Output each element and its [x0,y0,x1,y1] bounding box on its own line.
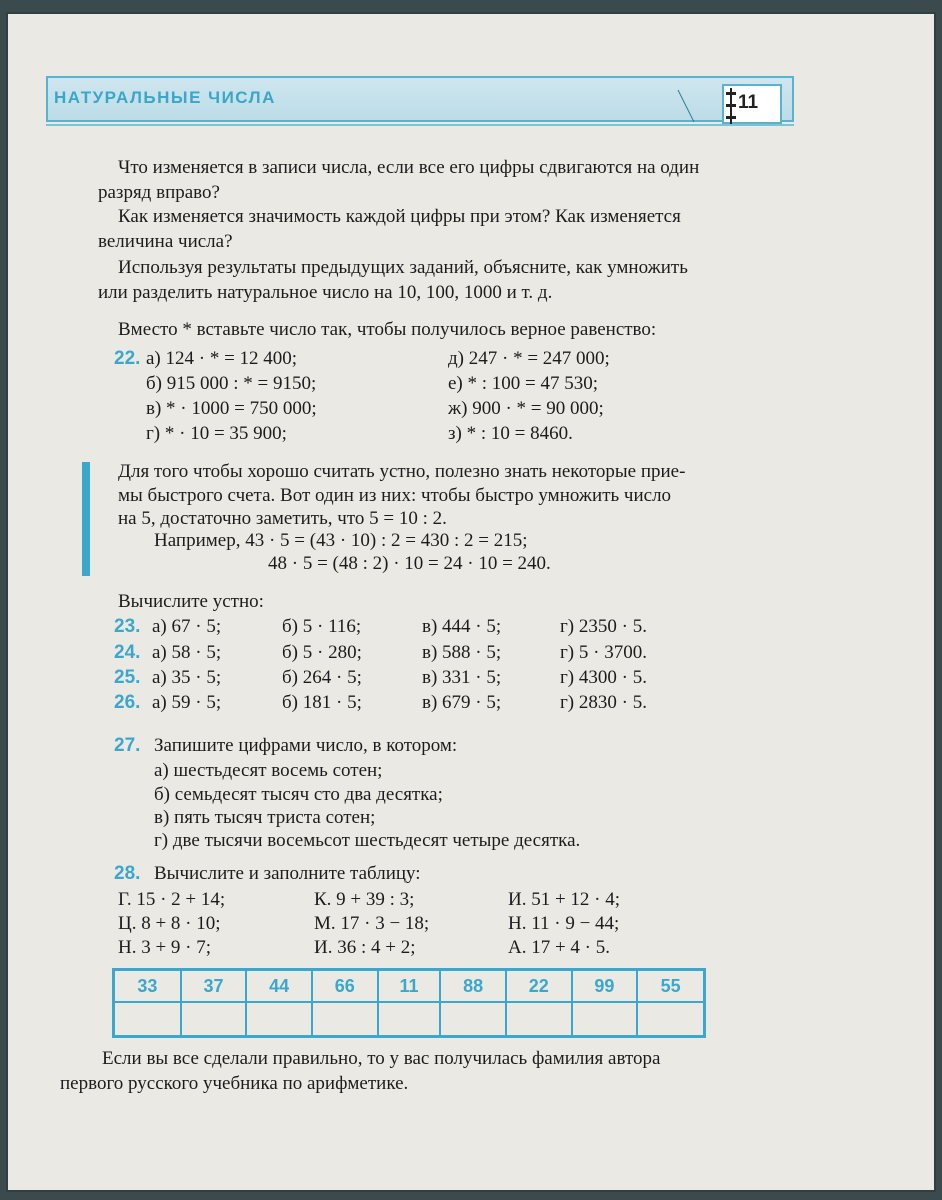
answer-cell-value: 33 [114,970,181,1003]
task-22-zh: ж) 900 · * = 90 000; [448,398,604,419]
pointer-icon [676,86,696,126]
task-28-col1-row2: Ц. 8 + 8 · 10; [118,913,221,934]
answer-cell-value: 99 [572,970,638,1003]
answer-cell-blank [114,1002,181,1037]
tip-example-2: 48 · 5 = (48 : 2) · 10 = 24 · 10 = 240. [268,553,551,574]
task-27-v: в) пять тысяч триста сотен; [154,807,376,828]
answer-cell-blank [440,1002,506,1037]
task-24-a: а) 58 · 5; [152,642,222,663]
answer-cell-value: 37 [181,970,247,1003]
question-3-line-1: Используя результаты предыдущих заданий, объясните, как умножить [118,257,688,278]
question-1-line-1: Что изменяется в записи числа, если все его цифры сдвигаются на один [118,157,700,178]
oral-heading: Вычислите устно: [118,591,264,612]
answer-cell-blank [181,1002,247,1037]
task-23-b: б) 5 · 116; [282,616,362,637]
tip-line-3: на 5, достаточно заметить, что 5 = 10 : 2. [118,508,447,529]
task-26-number: 26. [114,692,141,713]
tip-line-1: Для того чтобы хорошо считать устно, полезно знать некоторые прие- [118,461,686,482]
task-28-col3-row3: А. 17 + 4 · 5. [508,937,611,958]
task-23-a: а) 67 · 5; [152,616,222,637]
task-27-heading: Запишите цифрами число, в котором: [154,735,458,756]
answer-cell-blank [312,1002,378,1037]
task-26-a: а) 59 · 5; [152,692,222,713]
task-27-g: г) две тысячи восемьсот шестьдесят четыре десятка. [154,830,581,851]
answer-cell-blank [246,1002,312,1037]
task-25-v: в) 331 · 5; [422,667,502,688]
answer-table-letters-row [114,1002,705,1037]
tip-example-1: Например, 43 · 5 = (43 · 10) : 2 = 430 : 2 = 215; [154,530,528,551]
question-2-line-1: Как изменяется значимость каждой цифры при этом? Как изменяется [118,206,681,227]
answer-cell-value: 44 [246,970,312,1003]
task-23-number: 23. [114,616,141,637]
task-22-number: 22. [114,348,141,369]
page-number: 11 [738,92,759,113]
task-22-v: в) * · 1000 = 750 000; [146,398,317,419]
question-2-line-2: величина числа? [98,231,233,252]
task-25-number: 25. [114,667,141,688]
task-26-v: в) 679 · 5; [422,692,502,713]
answer-table [112,968,706,1038]
task-22-e: е) * : 100 = 47 530; [448,373,599,394]
task-28-col1-row3: Н. 3 + 9 · 7; [118,937,212,958]
answer-cell-value: 11 [378,970,441,1003]
answer-cell-value: 22 [506,970,572,1003]
task-28-col2-row1: К. 9 + 39 : 3; [314,889,415,910]
answer-cell-blank [506,1002,572,1037]
task-28-col3-row2: Н. 11 · 9 − 44; [508,913,620,934]
task-28-col2-row2: М. 17 · 3 − 18; [314,913,430,934]
task-22-b: б) 915 000 : * = 9150; [146,373,317,394]
header-rule [46,124,794,126]
answer-cell-blank [572,1002,638,1037]
task-24-number: 24. [114,642,141,663]
task-24-b: б) 5 · 280; [282,642,362,663]
task-22-instruction: Вместо * вставьте число так, чтобы получилось верное равенство: [118,319,657,340]
task-24-g: г) 5 · 3700. [560,642,647,663]
task-22-d: д) 247 · * = 247 000; [448,348,610,369]
task-28-heading: Вычислите и заполните таблицу: [154,863,421,884]
answer-cell-value: 66 [312,970,378,1003]
task-28-number: 28. [114,863,141,884]
answer-cell-value: 88 [440,970,506,1003]
task-25-a: а) 35 · 5; [152,667,222,688]
task-27-b: б) семьдесят тысяч сто два десятка; [154,784,443,805]
task-22-z: з) * : 10 = 8460. [448,423,573,444]
closing-line-1: Если вы все сделали правильно, то у вас получилась фамилия автора [102,1048,661,1069]
question-3-line-2: или разделить натуральное число на 10, 100, 1000 и т. д. [98,282,553,303]
question-1-line-2: разряд вправо? [98,182,220,203]
task-22-g: г) * · 10 = 35 900; [146,423,287,444]
answer-cell-value: 55 [637,970,704,1003]
task-22-a: а) 124 · * = 12 400; [146,348,298,369]
task-28-col2-row3: И. 36 : 4 + 2; [314,937,416,958]
answer-table-values-row [114,970,705,1003]
task-25-b: б) 264 · 5; [282,667,362,688]
tip-line-2: мы быстрого счета. Вот один из них: чтобы быстро умножить число [118,485,672,506]
answer-cell-blank [378,1002,441,1037]
tip-sidebar-bar [82,462,90,576]
task-28-col1-row1: Г. 15 · 2 + 14; [118,889,226,910]
task-25-g: г) 4300 · 5. [560,667,647,688]
chapter-title: НАТУРАЛЬНЫЕ ЧИСЛА [54,88,276,107]
binder-rings-icon [724,88,738,124]
task-26-g: г) 2830 · 5. [560,692,647,713]
task-24-v: в) 588 · 5; [422,642,502,663]
answer-cell-blank [637,1002,704,1037]
task-26-b: б) 181 · 5; [282,692,362,713]
task-23-v: в) 444 · 5; [422,616,502,637]
task-23-g: г) 2350 · 5. [560,616,647,637]
task-28-col3-row1: И. 51 + 12 · 4; [508,889,621,910]
closing-line-2: первого русского учебника по арифметике. [60,1073,409,1094]
task-27-a: а) шестьдесят восемь сотен; [154,760,383,781]
task-27-number: 27. [114,735,141,756]
